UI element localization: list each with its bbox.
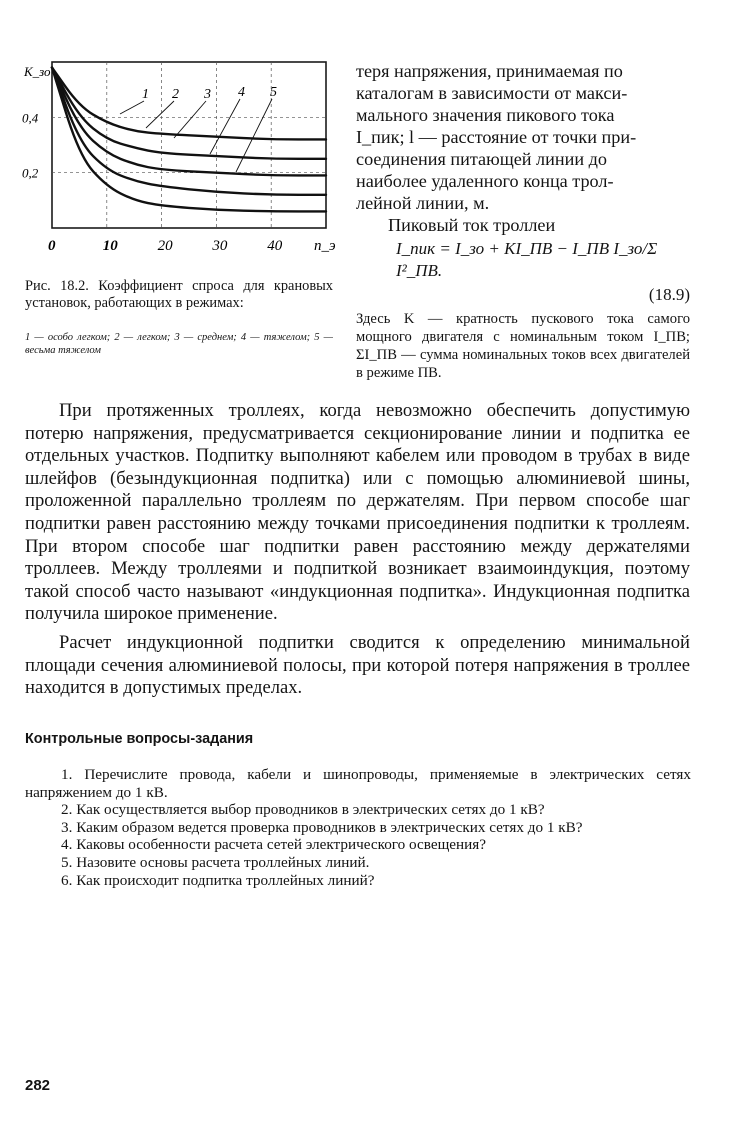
figure-legend: 1 — особо легком; 2 — легком; 3 — среднем; 4 — тяжелом; 5 — весьма тяжелом (25, 332, 333, 356)
curve-leader-line (174, 101, 206, 138)
curve-label: 3 (204, 87, 211, 102)
y-axis-label: К_зо (24, 64, 51, 79)
main-body-text (25, 400, 690, 700)
curve-label: 1 (142, 87, 149, 102)
question-item: 4. Каковы особенности расчета сетей электрического освещения? (61, 836, 486, 854)
curve-leader-line (210, 99, 240, 154)
right-line: I_пик; l — расстояние от точки при- (356, 127, 637, 147)
curve-label: 5 (270, 85, 277, 100)
formula-18-9: I_пик = I_зо + KI_ПВ − I_ПВ I_зо/Σ I²_ПВ. (396, 239, 658, 280)
x-axis-label: n_э (314, 238, 336, 254)
y-tick-label: 0,4 (22, 110, 39, 126)
question-item: 2. Как осуществляется выбор проводников в электрических сетях до 1 кВ? (61, 801, 545, 819)
plot-frame (52, 62, 326, 228)
question-item: 6. Как происходит подпитка троллейных линий? (61, 871, 375, 889)
page-number: 282 (25, 1077, 51, 1094)
questions-list (25, 766, 691, 889)
right-line: наиболее удаленного конца трол- (356, 171, 614, 191)
right-column-text (356, 60, 690, 214)
x-tick-label: 20 (157, 238, 173, 254)
figure-caption: Рис. 18.2. Коэффициент спроса для крановых установок, работающих в режимах: (25, 278, 333, 311)
curve-label: 2 (172, 87, 179, 102)
peak-current-heading: Пиковый ток троллеи (388, 215, 556, 235)
question-item: 1. Перечислите провода, кабели и шинопроводы, применяемые в электрических сетях напряжением до 1 кВ. (25, 766, 691, 801)
right-line: лейной линии, м. (356, 193, 490, 213)
chart-svg (14, 50, 346, 272)
demand-factor-chart (14, 50, 346, 272)
x-tick-label: 0 (48, 238, 56, 254)
x-tick-label: 30 (212, 238, 228, 254)
question-item: 3. Каким образом ведется проверка проводников в электрических сетях до 1 кВ? (61, 818, 583, 836)
right-line: мального значения пикового тока (356, 105, 615, 125)
body-paragraph: Расчет индукционной подпитки сводится к определению минимальной площади сечения алюминиевой полосы, при которой потеря напряжения в троллее находится в допустимых пределах. (25, 631, 690, 699)
questions-title: Контрольные вопросы-задания (25, 731, 254, 747)
question-item: 5. Назовите основы расчета троллейных линий. (61, 853, 370, 871)
right-line: соединения питающей линии до (356, 149, 607, 169)
right-column (356, 60, 690, 382)
y-tick-label: 0,2 (22, 165, 39, 181)
curve-leader-line (146, 101, 174, 128)
x-tick-label: 40 (267, 238, 283, 254)
curve-label: 4 (238, 85, 245, 100)
curve-leader-line (236, 99, 272, 172)
right-line: каталогам в зависимости от макси- (356, 83, 628, 103)
formula-note: Здесь K — кратность пускового тока самого мощного двигателя с номинальным током I_ПВ; ΣI_ПВ — сумма номинальных токов всех двигателей в режиме ПВ. (356, 311, 690, 381)
body-paragraph: При протяженных троллеях, когда невозможно обеспечить допустимую потерю напряжения, предусматривается секционирование линии и подпитка ее отдельных участков. Подпитку выполняют кабелем или проводом в трубах в виде шлейфов (безындукционная подпитка) или с помощью алюминиевой шины, проложенной параллельно троллеям по держателям. При первом способе шаг подпитки равен расстоянию между точками присоединения подпитки к троллеям. При втором способе шаг подпитки равен расстоянию между держателями троллеев. Между троллеями и подпиткой возникает взаимоиндукция, поэтому такой способ часто называют «индукционная подпитка». Индукционная подпитка получила широкое применение. (25, 400, 690, 625)
x-tick-label: 10 (102, 238, 118, 254)
curve-leader-line (120, 101, 144, 114)
right-line: теря напряжения, принимаемая по (356, 61, 623, 81)
formula-number: (18.9) (648, 285, 690, 304)
